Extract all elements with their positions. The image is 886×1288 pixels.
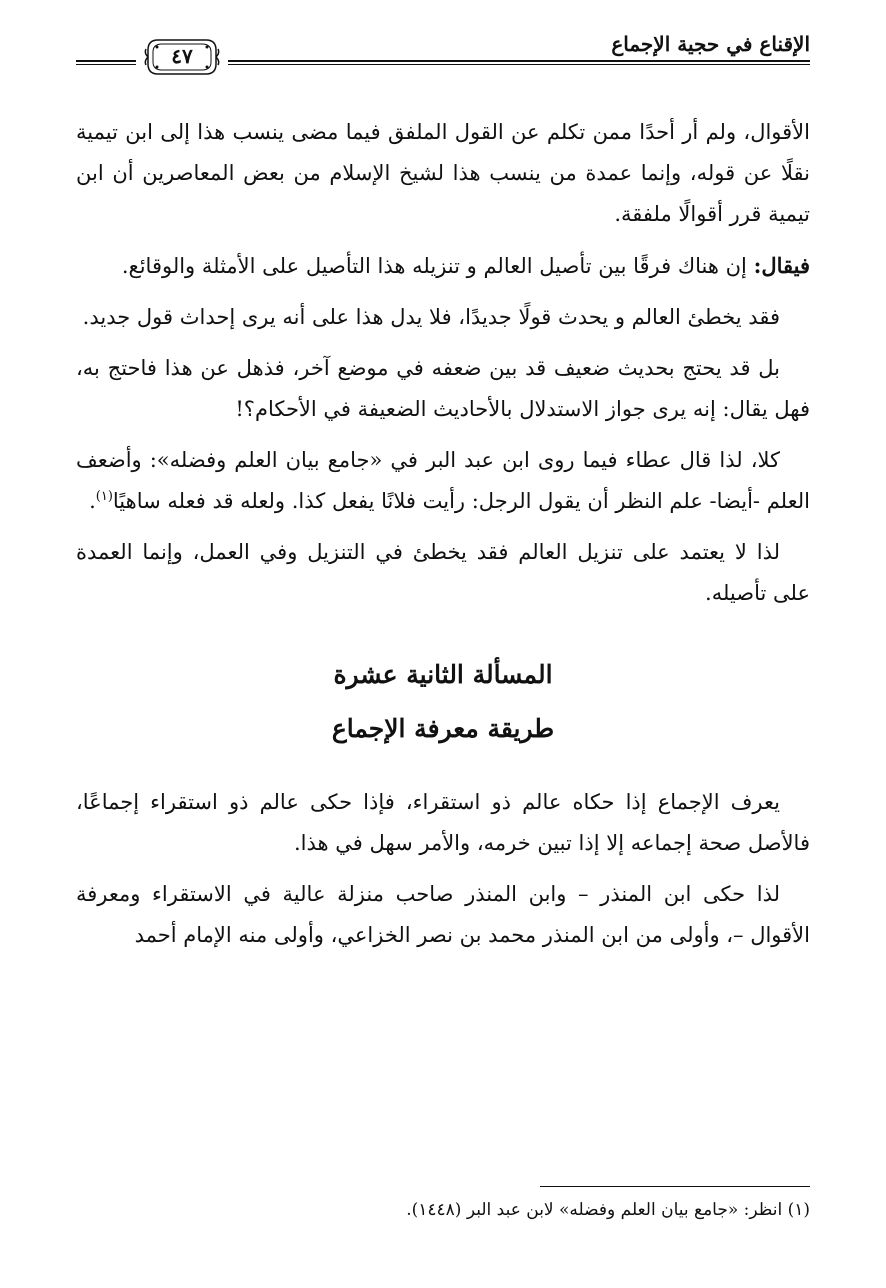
- paragraph-end: .: [89, 489, 96, 513]
- section-heading-line-1: المسألة الثانية عشرة: [333, 660, 553, 689]
- running-title: الإقناع في حجية الإجماع: [611, 32, 810, 56]
- paragraph: لذا لا يعتمد على تنزيل العالم فقد يخطئ في التنزيل وفي العمل، وإنما العمدة على تأصيله.: [76, 540, 810, 605]
- footnote: (١) انظر: «جامع بيان العلم وفضله» لابن عبد البر (١٤٤٨).: [406, 1200, 810, 1220]
- footnote-reference: (١): [95, 489, 113, 504]
- header-rule-left: [76, 60, 136, 62]
- paragraph: الأقوال، ولم أر أحدًا ممن تكلم عن القول الملفق فيما مضى ينسب هذا إلى ابن تيمية نقلًا عن قوله، وإنما عمدة من ينسب هذا لشيخ الإسلام من بعض المعاصرين أن ابن تيمية قرر أقوالًا ملفقة.: [76, 120, 810, 226]
- paragraph-text: كلا، لذا قال عطاء فيما روى ابن عبد البر في «جامع بيان العلم وفضله»: وأضعف العلم -أيضا- علم النظر أن يقول الرجل: رأيت فلانًا يفعل كذا. ولعله قد فعله ساهيًا: [76, 448, 810, 513]
- paragraph: بل قد يحتج بحديث ضعيف قد بين ضعفه في موضع آخر، فذهل عن هذا فاحتج به، فهل يقال: إنه يرى جواز الاستدلال بالأحاديث الضعيفة في الأحكام؟!: [76, 356, 810, 421]
- paragraph: [76, 440, 810, 522]
- paragraph: [76, 245, 810, 287]
- lead-word: فيقال:: [753, 253, 810, 278]
- page-number-badge: [144, 36, 220, 78]
- section-heading-line-2: طريقة معرفة الإجماع: [331, 714, 555, 743]
- page-number: ٤٧: [171, 44, 193, 68]
- paragraph: لذا حكى ابن المنذر – وابن المنذر صاحب منزلة عالية في الاستقراء ومعرفة الأقوال –، وأولى من ابن المنذر محمد بن نصر الخزاعي، وأولى منه الإمام أحمد: [76, 882, 810, 947]
- header-rule: [228, 60, 810, 62]
- header-rule-thin: [228, 64, 810, 65]
- page-body: [76, 112, 810, 966]
- paragraph-text: إن هناك فرقًا بين تأصيل العالم و تنزيله هذا التأصيل على الأمثلة والوقائع.: [121, 254, 754, 278]
- footnote-separator: [540, 1186, 810, 1187]
- header-rule-left-thin: [76, 64, 136, 65]
- paragraph: يعرف الإجماع إذا حكاه عالم ذو استقراء، فإذا حكى عالم ذو استقراء إجماعًا، فالأصل صحة إجماعه إلا إذا تبين خرمه، والأمر سهل في هذا.: [76, 790, 810, 855]
- paragraph: فقد يخطئ العالم و يحدث قولًا جديدًا، فلا يدل هذا على أنه يرى إحداث قول جديد.: [82, 305, 780, 329]
- section-heading: [76, 648, 810, 756]
- page-header: [76, 28, 810, 78]
